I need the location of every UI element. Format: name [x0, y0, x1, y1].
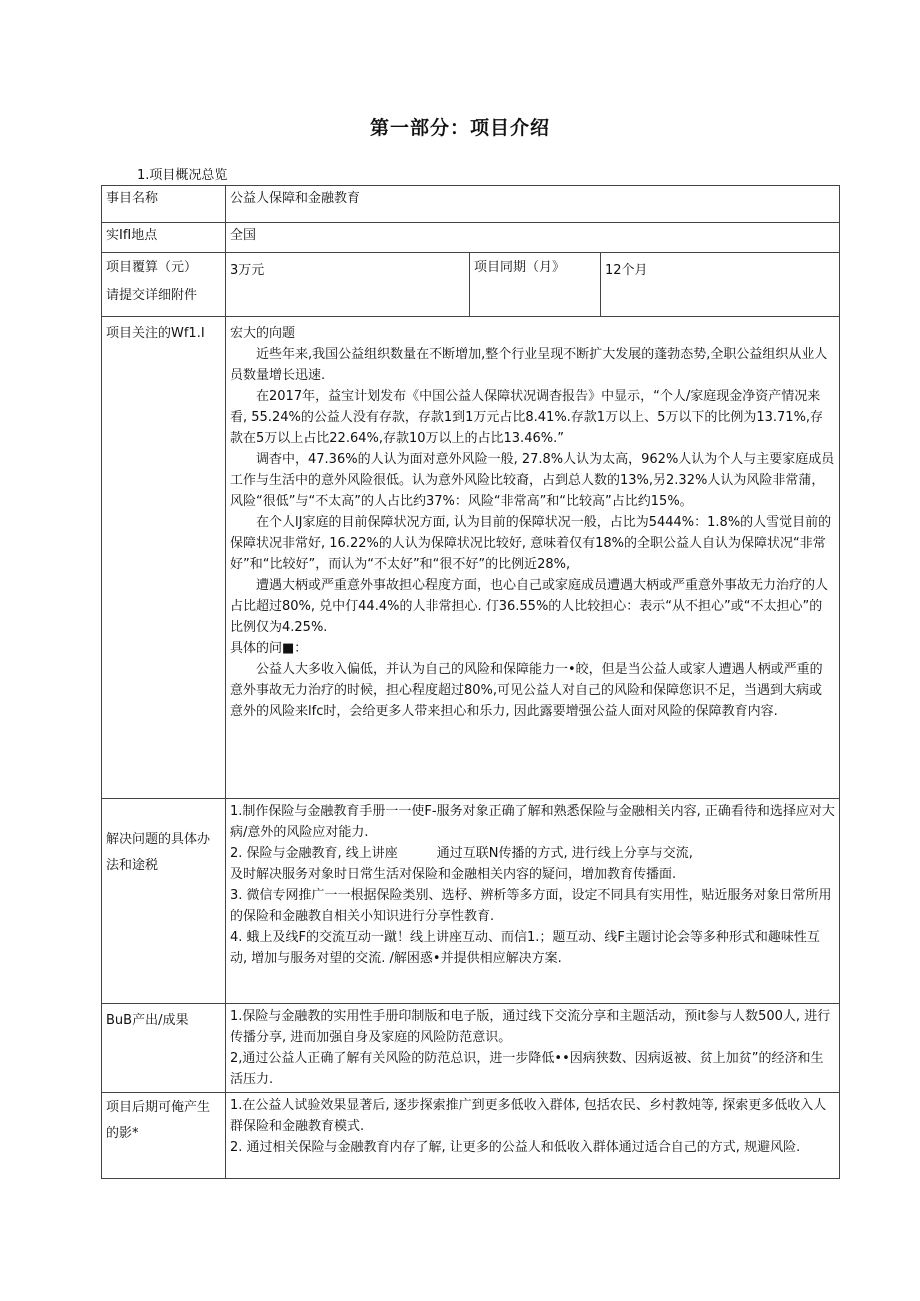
solution-line: 1.制作保险与金融教育手册一一使F-服务对象正确了解和熟悉保险与金融相关内容, 正确看待和选择应对大病/意外的风险应对能力. [230, 804, 835, 840]
table-row [102, 253, 840, 317]
table-row [102, 223, 840, 253]
impact-content [226, 1093, 840, 1179]
focus-sub-heading: 具体的问■： [230, 641, 308, 656]
period-label: 项目同期（月》 [470, 253, 601, 317]
budget-value: 3万元 [226, 253, 470, 317]
focus-paragraph: 调杳中，47.36%的人认为面对意外风险一般, 27.8%人认为太高，962%人认为个人与主要家庭成员工作与生活中的意外风险很低。认为意外风险比较裔，占到总人数的13%,另2.32%人认为风险非常蒲，风险“很低”与“不太高”的人占比约37%：风险“非常高”和“比较高”占比约15%。 [230, 452, 835, 509]
table-row [102, 799, 840, 1004]
impact-line: 2. 通过相关保险与金融教育内存了解, 让更多的公益人和低收入群体通过适合自己的方式, 规避风险. [230, 1140, 801, 1155]
solution-line: 4. 蛾上及线F的交流互动一蹴！线上讲座互动、而信1.；题互动、线F主题讨论会等多种形式和趣味性互动, 增加与服务对望的交流. /解困惑•并提供相应解决方案. [230, 930, 820, 966]
impact-line: 1.在公益人试验效果显著后, 逐步探索推广到更多低收入群体, 包括农民、乡村教炖等, 探索更多低收入人群保险和金融教育模式. [230, 1098, 827, 1134]
output-content [226, 1004, 840, 1093]
focus-paragraph: 近些年来,我国公益组织数量在不断增加,整个行业呈现不断扩大发展的蓬勃态势,全职公益组织从业人员数量增长迅速. [230, 347, 828, 383]
solution-line: 3. 微信专网推广一一根据保险类别、选杼、辨析等多方面，设定不同具有实用性，贴近服务对象日常所用的保险和金融教自相关小知识进行分享性教育. [230, 888, 832, 924]
name-label: 事目名称 [102, 186, 226, 223]
location-value: 全国 [226, 223, 840, 253]
solution-label: 解决问题的具体办法和途税 [102, 799, 226, 1004]
budget-label [102, 253, 226, 317]
solution-content [226, 799, 840, 1004]
project-overview-table [101, 185, 840, 1179]
table-row [102, 317, 840, 799]
output-line: 2,通过公益人正确了解有关风险的防范总识，进一步降低••因病狭数、因病返被、贫上加贫”的经济和生活压力. [230, 1051, 824, 1087]
solution-line: 2. 保险与金融教育, 线上讲座 通过互联N传播的方式, 进行线上分享与交流, [230, 846, 693, 861]
output-label: BuB产出/成果 [102, 1004, 226, 1093]
impact-label: 项目后期可俺产生的影* [102, 1093, 226, 1179]
solution-line: 及时解决服务对象时日常生活对保险和金融相关内容的疑问，增加教育传播面. [230, 867, 677, 882]
focus-label: 项目关注的Wf1.I [102, 317, 226, 799]
focus-heading: 宏大的向题 [230, 326, 296, 341]
section-title: 1.项目概况总览 [137, 168, 228, 183]
budget-label-line-1: 项目覆算（元） [106, 260, 198, 275]
period-value: 12个月 [601, 253, 840, 317]
budget-label-line-2: 请提交详细附件 [106, 288, 198, 303]
name-value: 公益人保障和金融教育 [226, 186, 840, 223]
focus-content [226, 317, 840, 799]
focus-paragraph: 在个人lJ家庭的目前保障状况方面, 认为目前的保障状况一般，占比为5444%：1.8%的人雪觉目前的保障状况非常好, 16.22%的人认为保障状况比较好, 意味着仅有18%的全职公益人自认为保障状况“非常好”和“比较好”，而认为“不太好”和“很不好”的比例近28%, [230, 515, 832, 572]
focus-paragraph: 遭遇大柄或严重意外事故担心程度方面，也心自己或家庭成员遭遇大柄或严重意外事故无力治疗的人占比超过80%, 兑中仃44.4%的人非常担心. 仃36.55%的人比较担心：表示“从不担心”或“不太担心”的比例仅为4.25%. [230, 578, 829, 635]
output-line: 1.保险与金融教的实用性手册印制版和电子版，通过线下交流分享和主题活动，预it参与人数500人, 进行传播分享, 进而加强自身及家庭的风险防范意识。 [230, 1009, 831, 1045]
table-row [102, 1004, 840, 1093]
table-row [102, 186, 840, 223]
table-row [102, 1093, 840, 1179]
page-title: 第一部分：项目介绍 [369, 117, 550, 139]
focus-paragraph: 在2017年，益宝计划发布《中国公益人保障状况调杳报告》中显示，“个人/家庭现金净资产情况来看, 55.24%的公益人没有存款，存款1到1万元占比8.41%.存款1万以上、5万以下的比例为13.71%,存款在5万以上占比22.64%,存款10万以上的占比13.46%.” [230, 389, 824, 446]
location-label: 实IfI地点 [102, 223, 226, 253]
focus-paragraph: 公益人大多收入偏低，并认为自己的风险和保障能力一•皎，但是当公益人或家人遭遇人柄或严重的意外事故无力治疗的时候，担心程度超过80%,可见公益人对自己的风险和保障您识不足，当遇到大病或意外的风险来lfc时，会给更多人带来担心和乐力, 因此露要增强公益人面对风险的保障教育内容. [230, 662, 823, 719]
